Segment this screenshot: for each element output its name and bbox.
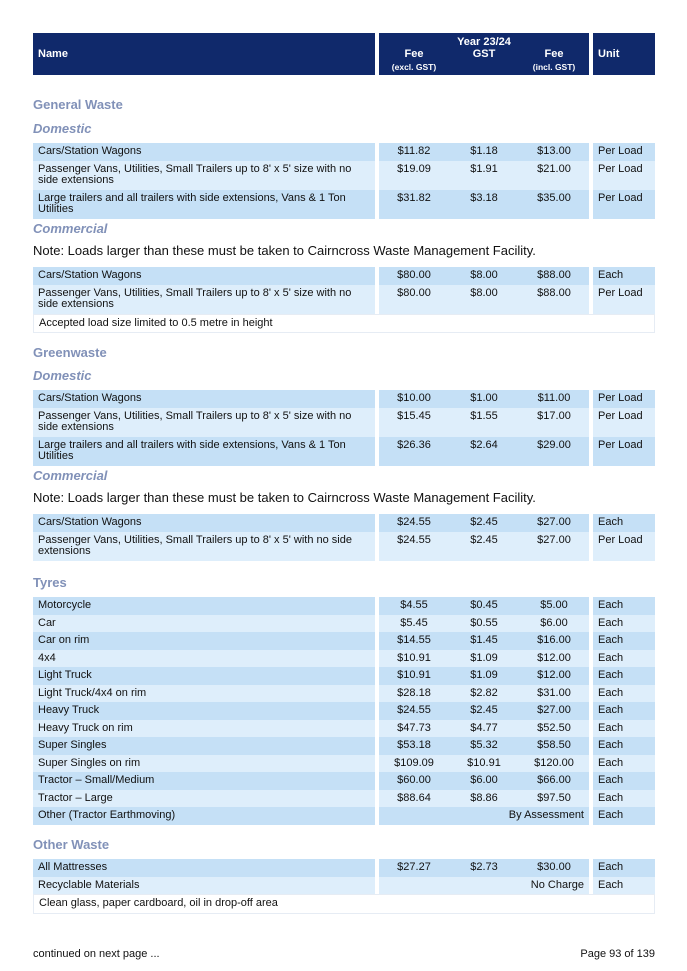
gst: $1.55 — [470, 409, 498, 422]
row-name: All Mattresses — [33, 859, 375, 877]
fee-excl: $26.36 — [397, 438, 431, 451]
fee-incl: $35.00 — [537, 191, 571, 204]
unit: Each — [593, 772, 655, 790]
table-row — [33, 532, 655, 561]
fee-excl: $27.27 — [397, 861, 431, 873]
fee-excl: $10.00 — [397, 392, 431, 404]
row-name: Heavy Truck — [33, 702, 375, 720]
fee-incl: $97.50 — [537, 791, 571, 804]
table-green-commercial — [33, 514, 655, 561]
row-name: Light Truck/4x4 on rim — [33, 685, 375, 703]
row-name: Super Singles on rim — [33, 755, 375, 773]
table-other-waste — [33, 859, 655, 914]
unit: Per Load — [593, 390, 655, 408]
table-row — [33, 285, 655, 314]
row-name: Super Singles — [33, 737, 375, 755]
unit: Each — [593, 737, 655, 755]
table-row — [33, 772, 655, 790]
unit: Each — [593, 877, 655, 895]
fee-excl: $80.00 — [397, 269, 431, 281]
unit: Each — [593, 807, 655, 825]
fee-excl: $53.18 — [397, 739, 431, 751]
fee-excl: $10.91 — [397, 651, 431, 664]
section-title-other-waste: Other Waste — [33, 837, 110, 852]
table-general-commercial — [33, 267, 655, 333]
table-row — [33, 632, 655, 650]
table-row — [33, 859, 655, 877]
header-fee-excl: Fee (excl. GST) — [391, 48, 437, 72]
fee-excl: $10.91 — [397, 669, 431, 681]
unit: Each — [593, 720, 655, 738]
row-name: Light Truck — [33, 667, 375, 685]
row-name: Car — [33, 615, 375, 633]
table-row — [33, 437, 655, 466]
gst: $2.45 — [470, 533, 498, 546]
fee-incl: By Assessment — [508, 809, 584, 821]
row-name: Passenger Vans, Utilities, Small Trailers up to 8' x 5' size with no side extensions — [33, 408, 375, 437]
section-title-tyres: Tyres — [33, 575, 67, 590]
table-row — [33, 314, 655, 334]
fee-excl: $24.55 — [397, 704, 431, 716]
fee-incl: $120.00 — [534, 756, 574, 769]
table-row — [33, 267, 655, 285]
header-name: Name — [33, 33, 375, 75]
table-row — [33, 894, 655, 914]
fee-incl: $31.00 — [537, 686, 571, 699]
table-tyres — [33, 597, 655, 825]
row-footnote: Accepted load size limited to 0.5 metre in height — [33, 314, 655, 334]
fee-excl: $24.55 — [397, 533, 431, 546]
unit: Per Load — [593, 161, 655, 190]
unit: Each — [593, 667, 655, 685]
row-name: Car on rim — [33, 632, 375, 650]
fee-incl: $27.00 — [537, 533, 571, 546]
unit: Per Load — [593, 437, 655, 466]
fee-excl: $24.55 — [397, 516, 431, 528]
table-row — [33, 702, 655, 720]
table-row — [33, 685, 655, 703]
fee-excl: $5.45 — [400, 616, 428, 629]
gst: $1.91 — [470, 162, 498, 175]
gst: $2.45 — [470, 704, 498, 716]
gst: $10.91 — [467, 756, 501, 769]
unit: Each — [593, 615, 655, 633]
fee-incl: $6.00 — [540, 616, 568, 629]
row-footnote: Clean glass, paper cardboard, oil in drop-off area — [33, 894, 655, 914]
subsection-commercial: Commercial — [33, 221, 108, 236]
table-row — [33, 720, 655, 738]
unit: Each — [593, 790, 655, 808]
row-name: Cars/Station Wagons — [33, 390, 375, 408]
unit: Each — [593, 514, 655, 532]
fee-incl: $66.00 — [537, 774, 571, 786]
fee-excl: $19.09 — [397, 162, 431, 175]
table-row — [33, 408, 655, 437]
row-name: Recyclable Materials — [33, 877, 375, 895]
subsection-domestic: Domestic — [33, 368, 92, 383]
unit: Per Load — [593, 190, 655, 219]
unit: Each — [593, 685, 655, 703]
gst: $1.45 — [470, 634, 498, 646]
table-row — [33, 755, 655, 773]
continued-note: continued on next page ... — [33, 948, 160, 960]
header-unit: Unit — [593, 33, 655, 75]
gst: $2.45 — [470, 516, 498, 528]
note-text: Note: Loads larger than these must be taken to Cairncross Waste Management Facility. — [33, 490, 536, 505]
unit: Each — [593, 632, 655, 650]
gst: $1.18 — [470, 145, 498, 157]
gst: $6.00 — [470, 774, 498, 786]
fee-incl: $58.50 — [537, 739, 571, 751]
table-row — [33, 143, 655, 161]
unit: Each — [593, 859, 655, 877]
table-row — [33, 615, 655, 633]
row-name: Motorcycle — [33, 597, 375, 615]
fee-excl: $4.55 — [400, 599, 428, 611]
fee-excl: $31.82 — [397, 191, 431, 204]
gst: $1.09 — [470, 651, 498, 664]
gst: $0.45 — [470, 599, 498, 611]
fee-incl: $27.00 — [537, 516, 571, 528]
row-name: 4x4 — [33, 650, 375, 668]
section-title-greenwaste: Greenwaste — [33, 345, 107, 360]
row-name: Large trailers and all trailers with side extensions, Vans & 1 Ton Utilities — [33, 190, 375, 219]
fee-incl: $30.00 — [537, 861, 571, 873]
gst: $4.77 — [470, 721, 498, 734]
fee-incl: $88.00 — [537, 286, 571, 299]
fee-excl: $47.73 — [397, 721, 431, 734]
table-header — [33, 33, 655, 75]
fee-incl: $13.00 — [537, 145, 571, 157]
row-name: Large trailers and all trailers with side extensions, Vans & 1 Ton Utilities — [33, 437, 375, 466]
table-row — [33, 790, 655, 808]
gst: $1.09 — [470, 669, 498, 681]
fee-incl: $21.00 — [537, 162, 571, 175]
gst: $2.64 — [470, 438, 498, 451]
row-name: Cars/Station Wagons — [33, 267, 375, 285]
fee-incl: $12.00 — [537, 651, 571, 664]
table-green-domestic — [33, 390, 655, 466]
table-row — [33, 161, 655, 190]
gst: $8.86 — [470, 791, 498, 804]
fee-excl: $80.00 — [397, 286, 431, 299]
subsection-commercial: Commercial — [33, 468, 108, 483]
gst: $3.18 — [470, 191, 498, 204]
fee-incl: $27.00 — [537, 704, 571, 716]
gst: $5.32 — [470, 739, 498, 751]
page-number: Page 93 of 139 — [580, 948, 655, 960]
unit: Per Load — [593, 408, 655, 437]
table-row — [33, 650, 655, 668]
fee-incl: $88.00 — [537, 269, 571, 281]
fee-excl: $109.09 — [394, 756, 434, 769]
row-name: Heavy Truck on rim — [33, 720, 375, 738]
table-row — [33, 877, 655, 895]
header-year: Year 23/24 — [457, 36, 511, 48]
row-name: Other (Tractor Earthmoving) — [33, 807, 375, 825]
header-gst: GST — [472, 48, 496, 60]
fee-incl: $16.00 — [537, 634, 571, 646]
row-name: Tractor – Large — [33, 790, 375, 808]
row-name: Passenger Vans, Utilities, Small Trailers up to 8' x 5' size with no side extensions — [33, 285, 375, 314]
table-row — [33, 390, 655, 408]
header-year-group — [379, 33, 589, 75]
gst: $2.73 — [470, 861, 498, 873]
row-name: Passenger Vans, Utilities, Small Trailers up to 8' x 5' size with no side extensions — [33, 161, 375, 190]
fee-incl: $12.00 — [537, 669, 571, 681]
unit: Each — [593, 755, 655, 773]
fee-excl: $60.00 — [397, 774, 431, 786]
fee-incl: $52.50 — [537, 721, 571, 734]
fee-incl: $17.00 — [537, 409, 571, 422]
fee-incl: $29.00 — [537, 438, 571, 451]
fee-incl: $5.00 — [540, 599, 568, 611]
table-row — [33, 514, 655, 532]
fee-excl: $15.45 — [397, 409, 431, 422]
unit: Each — [593, 650, 655, 668]
gst: $2.82 — [470, 686, 498, 699]
fee-incl: No Charge — [530, 878, 584, 891]
table-row — [33, 807, 655, 825]
row-name: Cars/Station Wagons — [33, 514, 375, 532]
section-title-general-waste: General Waste — [33, 97, 123, 112]
gst: $8.00 — [470, 286, 498, 299]
fee-excl: $11.82 — [397, 145, 431, 157]
row-name: Passenger Vans, Utilities, Small Trailers up to 8' x 5' with no side extensions — [33, 532, 375, 561]
note-text: Note: Loads larger than these must be taken to Cairncross Waste Management Facility. — [33, 243, 536, 258]
gst: $1.00 — [470, 392, 498, 404]
row-name: Tractor – Small/Medium — [33, 772, 375, 790]
unit: Per Load — [593, 143, 655, 161]
fee-excl: $88.64 — [397, 791, 431, 804]
table-row — [33, 667, 655, 685]
header-fee-incl: Fee (incl. GST) — [532, 48, 576, 72]
subsection-domestic: Domestic — [33, 121, 92, 136]
unit: Each — [593, 702, 655, 720]
table-row — [33, 737, 655, 755]
fee-incl: $11.00 — [537, 392, 571, 404]
unit: Each — [593, 597, 655, 615]
unit: Per Load — [593, 285, 655, 314]
fee-excl: $28.18 — [397, 686, 431, 699]
table-row — [33, 597, 655, 615]
fee-excl: $14.55 — [397, 634, 431, 646]
unit: Per Load — [593, 532, 655, 561]
table-row — [33, 190, 655, 219]
table-general-domestic — [33, 143, 655, 219]
gst: $8.00 — [470, 269, 498, 281]
gst: $0.55 — [470, 616, 498, 629]
unit: Each — [593, 267, 655, 285]
row-name: Cars/Station Wagons — [33, 143, 375, 161]
